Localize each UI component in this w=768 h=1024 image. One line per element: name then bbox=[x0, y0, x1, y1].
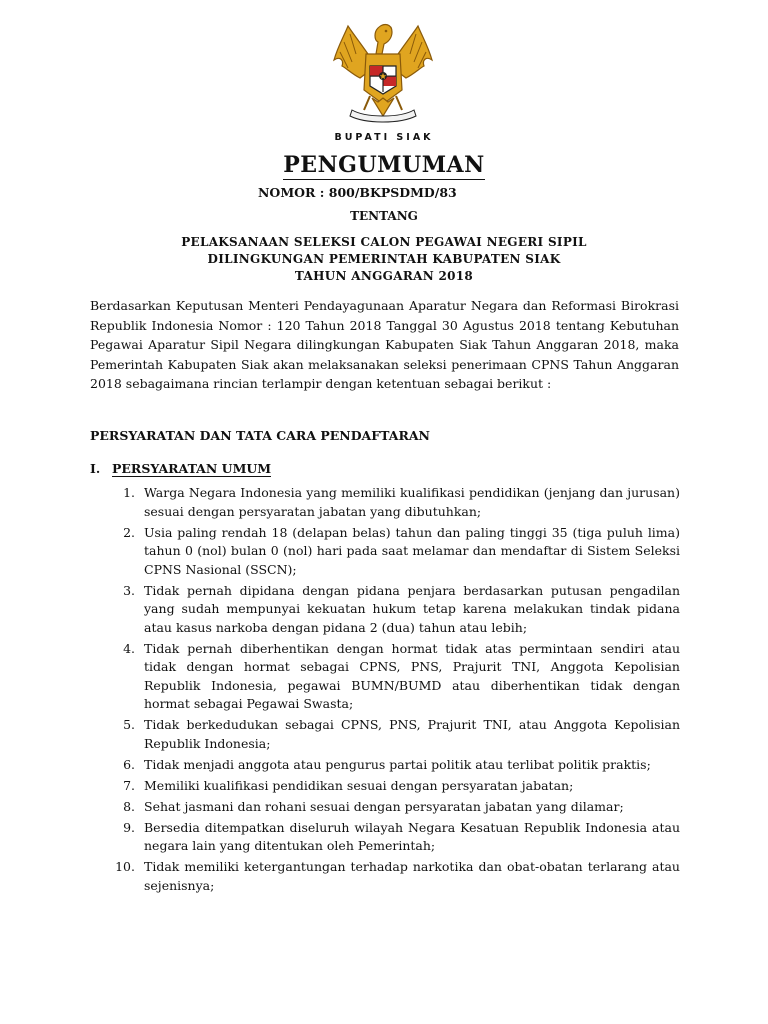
list-item bbox=[90, 819, 680, 856]
item-text: Memiliki kualifikasi pendidikan sesuai dengan persyaratan jabatan; bbox=[144, 777, 574, 793]
about-label: TENTANG bbox=[350, 209, 418, 223]
subject-line: DILINGKUNGAN PEMERINTAH KABUPATEN SIAK bbox=[207, 252, 561, 266]
list-item bbox=[90, 524, 680, 580]
item-number: 4. bbox=[123, 640, 135, 656]
subsection-heading bbox=[90, 461, 271, 476]
subsection-title: PERSYARATAN UMUM bbox=[112, 461, 272, 476]
document-number: NOMOR : 800/BKPSDMD/83 bbox=[258, 185, 457, 200]
item-number: 3. bbox=[123, 582, 135, 598]
item-number: 10. bbox=[115, 859, 135, 874]
list-item bbox=[90, 858, 680, 895]
item-text: Tidak pernah dipidana dengan pidana penjara berdasarkan putusan pengadilan yang sudah mempunyai kekuatan hukum tetap karena melakukan tindak pidana atau kasus narkoba dengan pidana 2 (dua) tahun atau lebih; bbox=[144, 582, 680, 635]
subsection-number: I. bbox=[90, 461, 101, 476]
list-item bbox=[90, 640, 680, 714]
item-text: Tidak memiliki ketergantungan terhadap narkotika dan obat-obatan terlarang atau sejenisnya; bbox=[144, 859, 680, 893]
item-text: Tidak pernah diberhentikan dengan hormat tidak atas permintaan sendiri atau tidak dengan hormat sebagai CPNS, PNS, Prajurit TNI, Anggota Kepolisian Republik Indonesia, pegawai BUMN/BUMD atau diberhentikan tidak dengan hormat sebagai Pegawai Swasta; bbox=[144, 640, 680, 711]
item-text: Tidak berkedudukan sebagai CPNS, PNS, Prajurit TNI, atau Anggota Kepolisian Republik Indonesia; bbox=[144, 717, 680, 751]
intro-paragraph: Berdasarkan Keputusan Menteri Pendayagunaan Aparatur Negara dan Reformasi Birokrasi Republik Indonesia Nomor : 120 Tahun 2018 Tanggal 30 Agustus 2018 tentang Kebutuhan Pegawai Aparatur Sipil Negara dilingkungan Kabupaten Siak Tahun Anggaran 2018, maka Pemerintah Kabupaten Siak akan melaksanakan seleksi penerimaan CPNS Tahun Anggaran 2018 sebagaimana rincian terlampir dengan ketentuan sebagai berikut : bbox=[90, 298, 679, 391]
item-number: 7. bbox=[123, 777, 135, 793]
office-name: BUPATI SIAK bbox=[334, 132, 434, 143]
garuda-emblem-icon bbox=[326, 20, 440, 124]
subject-line: TAHUN ANGGARAN 2018 bbox=[294, 269, 474, 283]
subject-line: PELAKSANAAN SELEKSI CALON PEGAWAI NEGERI SIPIL bbox=[181, 235, 587, 249]
item-text: Bersedia ditempatkan diseluruh wilayah Negara Kesatuan Republik Indonesia atau negara lain yang ditentukan oleh Pemerintah; bbox=[144, 819, 680, 853]
item-number: 5. bbox=[123, 717, 135, 732]
requirements-list bbox=[90, 484, 680, 898]
item-number: 2. bbox=[123, 524, 135, 540]
item-number: 6. bbox=[123, 756, 135, 772]
list-item bbox=[90, 777, 680, 796]
list-item bbox=[90, 716, 680, 753]
item-number: 9. bbox=[123, 819, 135, 835]
document-title bbox=[0, 152, 768, 178]
document-title-text: PENGUMUMAN bbox=[283, 152, 485, 178]
list-item bbox=[90, 756, 680, 775]
item-text: Tidak menjadi anggota atau pengurus partai politik atau terlibat politik praktis; bbox=[144, 756, 651, 772]
list-item bbox=[90, 582, 680, 638]
item-number: 1. bbox=[123, 485, 135, 500]
item-text: Warga Negara Indonesia yang memiliki kualifikasi pendidikan (jenjang dan jurusan) sesuai dengan persyaratan jabatan yang dibutuhkan; bbox=[144, 485, 680, 519]
item-number: 8. bbox=[123, 798, 135, 814]
list-item bbox=[90, 798, 680, 817]
section-title: PERSYARATAN DAN TATA CARA PENDAFTARAN bbox=[90, 428, 430, 443]
item-text: Usia paling rendah 18 (delapan belas) tahun dan paling tinggi 35 (tiga puluh lima) tahun 0 (nol) bulan 0 (nol) hari pada saat melamar dan mendaftar di Sistem Seleksi CPNS Nasional (SSCN); bbox=[144, 524, 680, 577]
item-text: Sehat jasmani dan rohani sesuai dengan persyaratan jabatan yang dilamar; bbox=[144, 798, 624, 814]
list-item bbox=[90, 484, 680, 521]
